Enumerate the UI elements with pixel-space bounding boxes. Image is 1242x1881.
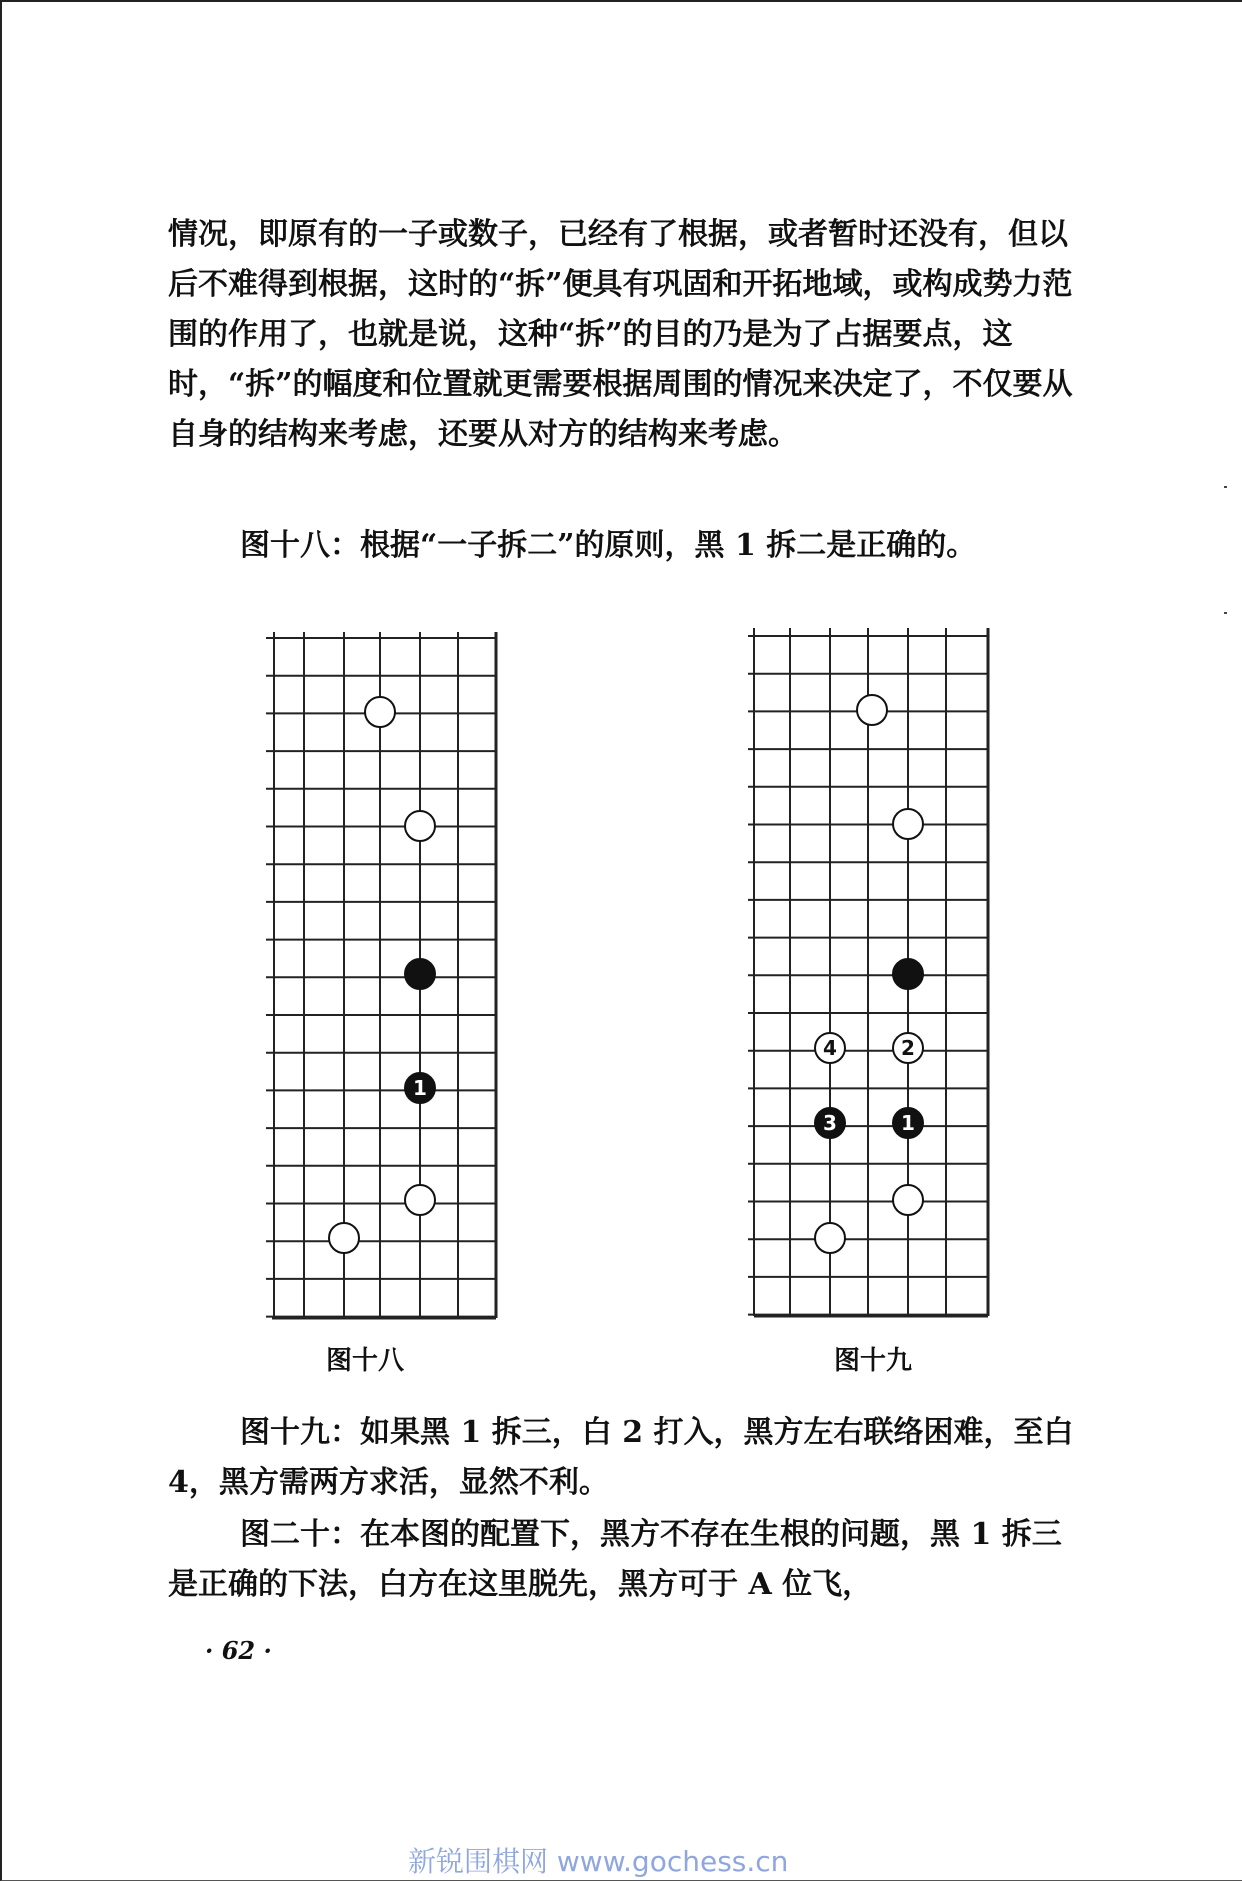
stone-move-number: 3 xyxy=(823,1111,837,1135)
white-stone xyxy=(815,1223,845,1253)
white-stone xyxy=(893,1185,923,1215)
black-stone xyxy=(893,959,923,989)
page-number: · 62 · xyxy=(205,1636,272,1665)
stone-move-number: 1 xyxy=(901,1111,915,1135)
paragraph-figure-20: 图二十：在本图的配置下，黑方不存在生根的问题，黑 1 拆三是正确的下法，白方在这里脱先，黑方可于 A 位飞， xyxy=(168,1517,1062,1602)
white-stone xyxy=(365,697,395,727)
white-stone xyxy=(893,809,923,839)
black-stone xyxy=(405,959,435,989)
white-stone xyxy=(329,1223,359,1253)
stone-move-number: 1 xyxy=(413,1076,427,1100)
watermark: 新锐围棋网 www.gochess.cn xyxy=(408,1845,789,1878)
go-board-figure-18 xyxy=(266,632,496,1318)
paragraph-figure-18: 图十八：根据“一子拆二”的原则，黑 1 拆二是正确的。 xyxy=(240,528,977,563)
stone-move-number: 2 xyxy=(901,1036,915,1060)
stone-move-number: 4 xyxy=(823,1036,837,1060)
go-board-figure-19 xyxy=(748,628,988,1316)
paragraph-intro: 情况，即原有的一子或数子，已经有了根据，或者暂时还没有，但以后不难得到根据，这时的“拆”便具有巩固和开拓地域，或构成势力范围的作用了，也就是说，这种“拆”的目的乃是为了占据要点，这时，“拆”的幅度和位置就更需要根据周围的情况来决定了，不仅要从自身的结构来考虑，还要从对方的结构来考虑。 xyxy=(168,217,1073,452)
white-stone xyxy=(857,695,887,725)
scan-mark xyxy=(1224,612,1227,614)
scan-mark xyxy=(1224,486,1227,488)
white-stone xyxy=(405,811,435,841)
caption-figure-19: 图十九 xyxy=(834,1346,913,1376)
paragraph-figure-19: 图十九：如果黑 1 拆三，白 2 打入，黑方左右联络困难，至白 4，黑方需两方求活，显然不利。 xyxy=(168,1415,1074,1500)
caption-figure-18: 图十八 xyxy=(326,1346,405,1376)
white-stone xyxy=(405,1185,435,1215)
